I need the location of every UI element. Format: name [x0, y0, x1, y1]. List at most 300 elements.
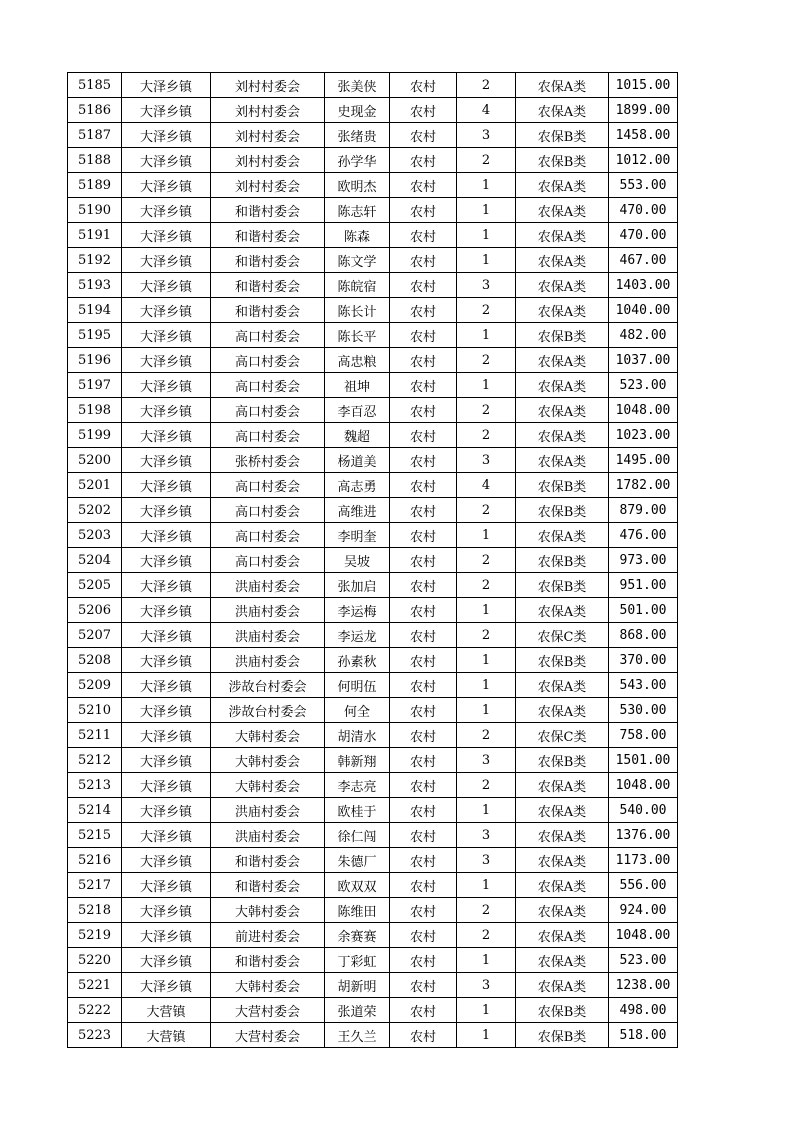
township-cell: 大泽乡镇 — [122, 698, 211, 723]
area-type-cell: 农村 — [390, 648, 457, 673]
village-committee-cell: 涉故台村委会 — [211, 673, 325, 698]
household-size-cell: 2 — [457, 73, 516, 98]
village-committee-cell: 张桥村委会 — [211, 448, 325, 473]
table-row — [68, 373, 678, 398]
household-size-cell: 2 — [457, 498, 516, 523]
area-type-cell: 农村 — [390, 998, 457, 1023]
household-size-cell: 2 — [457, 423, 516, 448]
township-cell: 大泽乡镇 — [122, 523, 211, 548]
amount-cell: 482.00 — [609, 323, 678, 348]
household-size-cell: 1 — [457, 323, 516, 348]
row-number-cell: 5186 — [68, 98, 122, 123]
area-type-cell: 农村 — [390, 73, 457, 98]
area-type-cell: 农村 — [390, 473, 457, 498]
insurance-category-cell: 农保A类 — [516, 798, 609, 823]
area-type-cell: 农村 — [390, 123, 457, 148]
amount-cell: 924.00 — [609, 898, 678, 923]
name-cell: 陈长计 — [325, 298, 390, 323]
row-number-cell: 5222 — [68, 998, 122, 1023]
insurance-category-cell: 农保A类 — [516, 423, 609, 448]
area-type-cell: 农村 — [390, 1023, 457, 1048]
township-cell: 大泽乡镇 — [122, 948, 211, 973]
row-number-cell: 5195 — [68, 323, 122, 348]
township-cell: 大泽乡镇 — [122, 773, 211, 798]
township-cell: 大泽乡镇 — [122, 173, 211, 198]
household-size-cell: 1 — [457, 673, 516, 698]
household-size-cell: 1 — [457, 173, 516, 198]
table-row — [68, 148, 678, 173]
area-type-cell: 农村 — [390, 673, 457, 698]
area-type-cell: 农村 — [390, 273, 457, 298]
amount-cell: 1173.00 — [609, 848, 678, 873]
township-cell: 大泽乡镇 — [122, 923, 211, 948]
household-size-cell: 3 — [457, 848, 516, 873]
insurance-category-cell: 农保B类 — [516, 998, 609, 1023]
amount-cell: 1238.00 — [609, 973, 678, 998]
amount-cell: 476.00 — [609, 523, 678, 548]
table-row — [68, 798, 678, 823]
table-row — [68, 398, 678, 423]
beneficiary-table — [67, 72, 678, 1048]
village-committee-cell: 高口村委会 — [211, 498, 325, 523]
amount-cell: 951.00 — [609, 573, 678, 598]
name-cell: 胡新明 — [325, 973, 390, 998]
household-size-cell: 1 — [457, 648, 516, 673]
insurance-category-cell: 农保A类 — [516, 823, 609, 848]
area-type-cell: 农村 — [390, 198, 457, 223]
table-row — [68, 423, 678, 448]
amount-cell: 1012.00 — [609, 148, 678, 173]
household-size-cell: 1 — [457, 223, 516, 248]
insurance-category-cell: 农保A类 — [516, 173, 609, 198]
area-type-cell: 农村 — [390, 723, 457, 748]
amount-cell: 501.00 — [609, 598, 678, 623]
village-committee-cell: 和谐村委会 — [211, 848, 325, 873]
insurance-category-cell: 农保A类 — [516, 273, 609, 298]
amount-cell: 523.00 — [609, 373, 678, 398]
name-cell: 孙素秋 — [325, 648, 390, 673]
table-row — [68, 948, 678, 973]
amount-cell: 556.00 — [609, 873, 678, 898]
row-number-cell: 5218 — [68, 898, 122, 923]
row-number-cell: 5203 — [68, 523, 122, 548]
amount-cell: 370.00 — [609, 648, 678, 673]
village-committee-cell: 高口村委会 — [211, 323, 325, 348]
household-size-cell: 2 — [457, 148, 516, 173]
table-row — [68, 573, 678, 598]
village-committee-cell: 高口村委会 — [211, 398, 325, 423]
table-row — [68, 698, 678, 723]
household-size-cell: 4 — [457, 473, 516, 498]
name-cell: 张美侠 — [325, 73, 390, 98]
township-cell: 大泽乡镇 — [122, 448, 211, 473]
name-cell: 陈皖宿 — [325, 273, 390, 298]
household-size-cell: 3 — [457, 448, 516, 473]
amount-cell: 1048.00 — [609, 773, 678, 798]
name-cell: 余赛赛 — [325, 923, 390, 948]
amount-cell: 467.00 — [609, 248, 678, 273]
household-size-cell: 1 — [457, 873, 516, 898]
household-size-cell: 2 — [457, 723, 516, 748]
insurance-category-cell: 农保A类 — [516, 98, 609, 123]
table-row — [68, 723, 678, 748]
village-committee-cell: 高口村委会 — [211, 548, 325, 573]
name-cell: 李运梅 — [325, 598, 390, 623]
row-number-cell: 5220 — [68, 948, 122, 973]
area-type-cell: 农村 — [390, 973, 457, 998]
table-row — [68, 598, 678, 623]
township-cell: 大泽乡镇 — [122, 798, 211, 823]
row-number-cell: 5188 — [68, 148, 122, 173]
insurance-category-cell: 农保B类 — [516, 573, 609, 598]
household-size-cell: 1 — [457, 698, 516, 723]
area-type-cell: 农村 — [390, 148, 457, 173]
village-committee-cell: 前进村委会 — [211, 923, 325, 948]
insurance-category-cell: 农保A类 — [516, 223, 609, 248]
household-size-cell: 1 — [457, 998, 516, 1023]
row-number-cell: 5216 — [68, 848, 122, 873]
insurance-category-cell: 农保A类 — [516, 923, 609, 948]
name-cell: 李百忍 — [325, 398, 390, 423]
amount-cell: 1495.00 — [609, 448, 678, 473]
row-number-cell: 5214 — [68, 798, 122, 823]
table-row — [68, 773, 678, 798]
township-cell: 大泽乡镇 — [122, 748, 211, 773]
name-cell: 史现金 — [325, 98, 390, 123]
name-cell: 陈长平 — [325, 323, 390, 348]
row-number-cell: 5197 — [68, 373, 122, 398]
township-cell: 大泽乡镇 — [122, 323, 211, 348]
name-cell: 欧桂于 — [325, 798, 390, 823]
amount-cell: 758.00 — [609, 723, 678, 748]
township-cell: 大泽乡镇 — [122, 398, 211, 423]
township-cell: 大泽乡镇 — [122, 373, 211, 398]
row-number-cell: 5206 — [68, 598, 122, 623]
table-row — [68, 673, 678, 698]
village-committee-cell: 刘村村委会 — [211, 173, 325, 198]
village-committee-cell: 大营村委会 — [211, 998, 325, 1023]
village-committee-cell: 洪庙村委会 — [211, 648, 325, 673]
amount-cell: 498.00 — [609, 998, 678, 1023]
household-size-cell: 2 — [457, 298, 516, 323]
name-cell: 张道荣 — [325, 998, 390, 1023]
row-number-cell: 5211 — [68, 723, 122, 748]
village-committee-cell: 刘村村委会 — [211, 98, 325, 123]
row-number-cell: 5187 — [68, 123, 122, 148]
village-committee-cell: 高口村委会 — [211, 423, 325, 448]
row-number-cell: 5201 — [68, 473, 122, 498]
insurance-category-cell: 农保B类 — [516, 123, 609, 148]
township-cell: 大泽乡镇 — [122, 423, 211, 448]
row-number-cell: 5196 — [68, 348, 122, 373]
insurance-category-cell: 农保B类 — [516, 748, 609, 773]
area-type-cell: 农村 — [390, 423, 457, 448]
amount-cell: 1403.00 — [609, 273, 678, 298]
village-committee-cell: 洪庙村委会 — [211, 623, 325, 648]
area-type-cell: 农村 — [390, 823, 457, 848]
row-number-cell: 5185 — [68, 73, 122, 98]
amount-cell: 973.00 — [609, 548, 678, 573]
township-cell: 大营镇 — [122, 1023, 211, 1048]
table-row — [68, 873, 678, 898]
amount-cell: 1023.00 — [609, 423, 678, 448]
row-number-cell: 5219 — [68, 923, 122, 948]
village-committee-cell: 大韩村委会 — [211, 973, 325, 998]
row-number-cell: 5212 — [68, 748, 122, 773]
row-number-cell: 5189 — [68, 173, 122, 198]
row-number-cell: 5217 — [68, 873, 122, 898]
village-committee-cell: 高口村委会 — [211, 348, 325, 373]
township-cell: 大泽乡镇 — [122, 273, 211, 298]
village-committee-cell: 高口村委会 — [211, 473, 325, 498]
row-number-cell: 5199 — [68, 423, 122, 448]
table-row — [68, 98, 678, 123]
township-cell: 大泽乡镇 — [122, 248, 211, 273]
township-cell: 大泽乡镇 — [122, 348, 211, 373]
insurance-category-cell: 农保A类 — [516, 673, 609, 698]
village-committee-cell: 大韩村委会 — [211, 898, 325, 923]
name-cell: 魏超 — [325, 423, 390, 448]
area-type-cell: 农村 — [390, 573, 457, 598]
name-cell: 李志亮 — [325, 773, 390, 798]
table-row — [68, 548, 678, 573]
name-cell: 高志勇 — [325, 473, 390, 498]
amount-cell: 1040.00 — [609, 298, 678, 323]
insurance-category-cell: 农保A类 — [516, 248, 609, 273]
village-committee-cell: 大营村委会 — [211, 1023, 325, 1048]
household-size-cell: 2 — [457, 773, 516, 798]
household-size-cell: 2 — [457, 898, 516, 923]
amount-cell: 470.00 — [609, 223, 678, 248]
name-cell: 何全 — [325, 698, 390, 723]
name-cell: 高忠粮 — [325, 348, 390, 373]
insurance-category-cell: 农保C类 — [516, 723, 609, 748]
household-size-cell: 3 — [457, 123, 516, 148]
village-committee-cell: 和谐村委会 — [211, 298, 325, 323]
amount-cell: 879.00 — [609, 498, 678, 523]
name-cell: 陈维田 — [325, 898, 390, 923]
household-size-cell: 2 — [457, 348, 516, 373]
insurance-category-cell: 农保A类 — [516, 523, 609, 548]
household-size-cell: 2 — [457, 923, 516, 948]
name-cell: 王久兰 — [325, 1023, 390, 1048]
household-size-cell: 1 — [457, 948, 516, 973]
township-cell: 大泽乡镇 — [122, 848, 211, 873]
township-cell: 大泽乡镇 — [122, 548, 211, 573]
township-cell: 大泽乡镇 — [122, 723, 211, 748]
table-row — [68, 123, 678, 148]
household-size-cell: 4 — [457, 98, 516, 123]
table-row — [68, 998, 678, 1023]
amount-cell: 540.00 — [609, 798, 678, 823]
amount-cell: 1048.00 — [609, 923, 678, 948]
name-cell: 祖坤 — [325, 373, 390, 398]
household-size-cell: 1 — [457, 198, 516, 223]
area-type-cell: 农村 — [390, 248, 457, 273]
insurance-category-cell: 农保B类 — [516, 323, 609, 348]
village-committee-cell: 高口村委会 — [211, 523, 325, 548]
household-size-cell: 2 — [457, 548, 516, 573]
village-committee-cell: 洪庙村委会 — [211, 573, 325, 598]
row-number-cell: 5208 — [68, 648, 122, 673]
area-type-cell: 农村 — [390, 523, 457, 548]
area-type-cell: 农村 — [390, 348, 457, 373]
insurance-category-cell: 农保B类 — [516, 648, 609, 673]
village-committee-cell: 涉故台村委会 — [211, 698, 325, 723]
insurance-category-cell: 农保A类 — [516, 698, 609, 723]
amount-cell: 543.00 — [609, 673, 678, 698]
township-cell: 大泽乡镇 — [122, 473, 211, 498]
township-cell: 大泽乡镇 — [122, 223, 211, 248]
table-row — [68, 923, 678, 948]
village-committee-cell: 和谐村委会 — [211, 273, 325, 298]
household-size-cell: 1 — [457, 248, 516, 273]
village-committee-cell: 大韩村委会 — [211, 748, 325, 773]
village-committee-cell: 刘村村委会 — [211, 123, 325, 148]
amount-cell: 1899.00 — [609, 98, 678, 123]
village-committee-cell: 和谐村委会 — [211, 248, 325, 273]
township-cell: 大泽乡镇 — [122, 898, 211, 923]
village-committee-cell: 大韩村委会 — [211, 773, 325, 798]
township-cell: 大泽乡镇 — [122, 148, 211, 173]
table-row — [68, 848, 678, 873]
row-number-cell: 5191 — [68, 223, 122, 248]
name-cell: 陈森 — [325, 223, 390, 248]
insurance-category-cell: 农保B类 — [516, 1023, 609, 1048]
table-row — [68, 273, 678, 298]
village-committee-cell: 洪庙村委会 — [211, 798, 325, 823]
village-committee-cell: 大韩村委会 — [211, 723, 325, 748]
amount-cell: 530.00 — [609, 698, 678, 723]
area-type-cell: 农村 — [390, 598, 457, 623]
insurance-category-cell: 农保B类 — [516, 548, 609, 573]
insurance-category-cell: 农保B类 — [516, 148, 609, 173]
amount-cell: 1048.00 — [609, 398, 678, 423]
area-type-cell: 农村 — [390, 873, 457, 898]
household-size-cell: 1 — [457, 598, 516, 623]
area-type-cell: 农村 — [390, 498, 457, 523]
name-cell: 陈志轩 — [325, 198, 390, 223]
household-size-cell: 1 — [457, 373, 516, 398]
township-cell: 大泽乡镇 — [122, 623, 211, 648]
row-number-cell: 5205 — [68, 573, 122, 598]
area-type-cell: 农村 — [390, 448, 457, 473]
row-number-cell: 5192 — [68, 248, 122, 273]
name-cell: 高维进 — [325, 498, 390, 523]
amount-cell: 553.00 — [609, 173, 678, 198]
table-row — [68, 173, 678, 198]
insurance-category-cell: 农保A类 — [516, 598, 609, 623]
household-size-cell: 3 — [457, 273, 516, 298]
name-cell: 欧双双 — [325, 873, 390, 898]
row-number-cell: 5207 — [68, 623, 122, 648]
area-type-cell: 农村 — [390, 223, 457, 248]
area-type-cell: 农村 — [390, 323, 457, 348]
household-size-cell: 3 — [457, 973, 516, 998]
insurance-category-cell: 农保A类 — [516, 373, 609, 398]
area-type-cell: 农村 — [390, 98, 457, 123]
amount-cell: 470.00 — [609, 198, 678, 223]
village-committee-cell: 和谐村委会 — [211, 223, 325, 248]
amount-cell: 1782.00 — [609, 473, 678, 498]
row-number-cell: 5210 — [68, 698, 122, 723]
amount-cell: 1376.00 — [609, 823, 678, 848]
table-row — [68, 823, 678, 848]
row-number-cell: 5221 — [68, 973, 122, 998]
village-committee-cell: 刘村村委会 — [211, 148, 325, 173]
area-type-cell: 农村 — [390, 698, 457, 723]
table-row — [68, 523, 678, 548]
name-cell: 何明伍 — [325, 673, 390, 698]
row-number-cell: 5194 — [68, 298, 122, 323]
name-cell: 张绪贵 — [325, 123, 390, 148]
area-type-cell: 农村 — [390, 798, 457, 823]
area-type-cell: 农村 — [390, 398, 457, 423]
insurance-category-cell: 农保A类 — [516, 873, 609, 898]
village-committee-cell: 和谐村委会 — [211, 873, 325, 898]
row-number-cell: 5198 — [68, 398, 122, 423]
household-size-cell: 1 — [457, 1023, 516, 1048]
township-cell: 大泽乡镇 — [122, 823, 211, 848]
table-row — [68, 298, 678, 323]
table-row — [68, 973, 678, 998]
household-size-cell: 2 — [457, 573, 516, 598]
area-type-cell: 农村 — [390, 898, 457, 923]
village-committee-cell: 和谐村委会 — [211, 198, 325, 223]
table-row — [68, 498, 678, 523]
name-cell: 丁彩虹 — [325, 948, 390, 973]
household-size-cell: 2 — [457, 623, 516, 648]
name-cell: 胡清水 — [325, 723, 390, 748]
insurance-category-cell: 农保C类 — [516, 623, 609, 648]
table-row — [68, 748, 678, 773]
area-type-cell: 农村 — [390, 923, 457, 948]
insurance-category-cell: 农保B类 — [516, 473, 609, 498]
insurance-category-cell: 农保A类 — [516, 298, 609, 323]
table-row — [68, 73, 678, 98]
table-row — [68, 473, 678, 498]
household-size-cell: 3 — [457, 823, 516, 848]
table-row — [68, 448, 678, 473]
insurance-category-cell: 农保A类 — [516, 348, 609, 373]
insurance-category-cell: 农保A类 — [516, 448, 609, 473]
household-size-cell: 1 — [457, 798, 516, 823]
table-row — [68, 198, 678, 223]
row-number-cell: 5193 — [68, 273, 122, 298]
row-number-cell: 5215 — [68, 823, 122, 848]
township-cell: 大泽乡镇 — [122, 573, 211, 598]
table-row — [68, 223, 678, 248]
table-row — [68, 623, 678, 648]
village-committee-cell: 刘村村委会 — [211, 73, 325, 98]
name-cell: 张加启 — [325, 573, 390, 598]
insurance-category-cell: 农保A类 — [516, 73, 609, 98]
township-cell: 大泽乡镇 — [122, 498, 211, 523]
township-cell: 大泽乡镇 — [122, 973, 211, 998]
table-row — [68, 648, 678, 673]
area-type-cell: 农村 — [390, 948, 457, 973]
insurance-category-cell: 农保A类 — [516, 198, 609, 223]
amount-cell: 1037.00 — [609, 348, 678, 373]
township-cell: 大泽乡镇 — [122, 198, 211, 223]
name-cell: 朱德厂 — [325, 848, 390, 873]
area-type-cell: 农村 — [390, 623, 457, 648]
insurance-category-cell: 农保A类 — [516, 948, 609, 973]
insurance-category-cell: 农保A类 — [516, 398, 609, 423]
amount-cell: 523.00 — [609, 948, 678, 973]
table-row — [68, 1023, 678, 1048]
township-cell: 大泽乡镇 — [122, 673, 211, 698]
